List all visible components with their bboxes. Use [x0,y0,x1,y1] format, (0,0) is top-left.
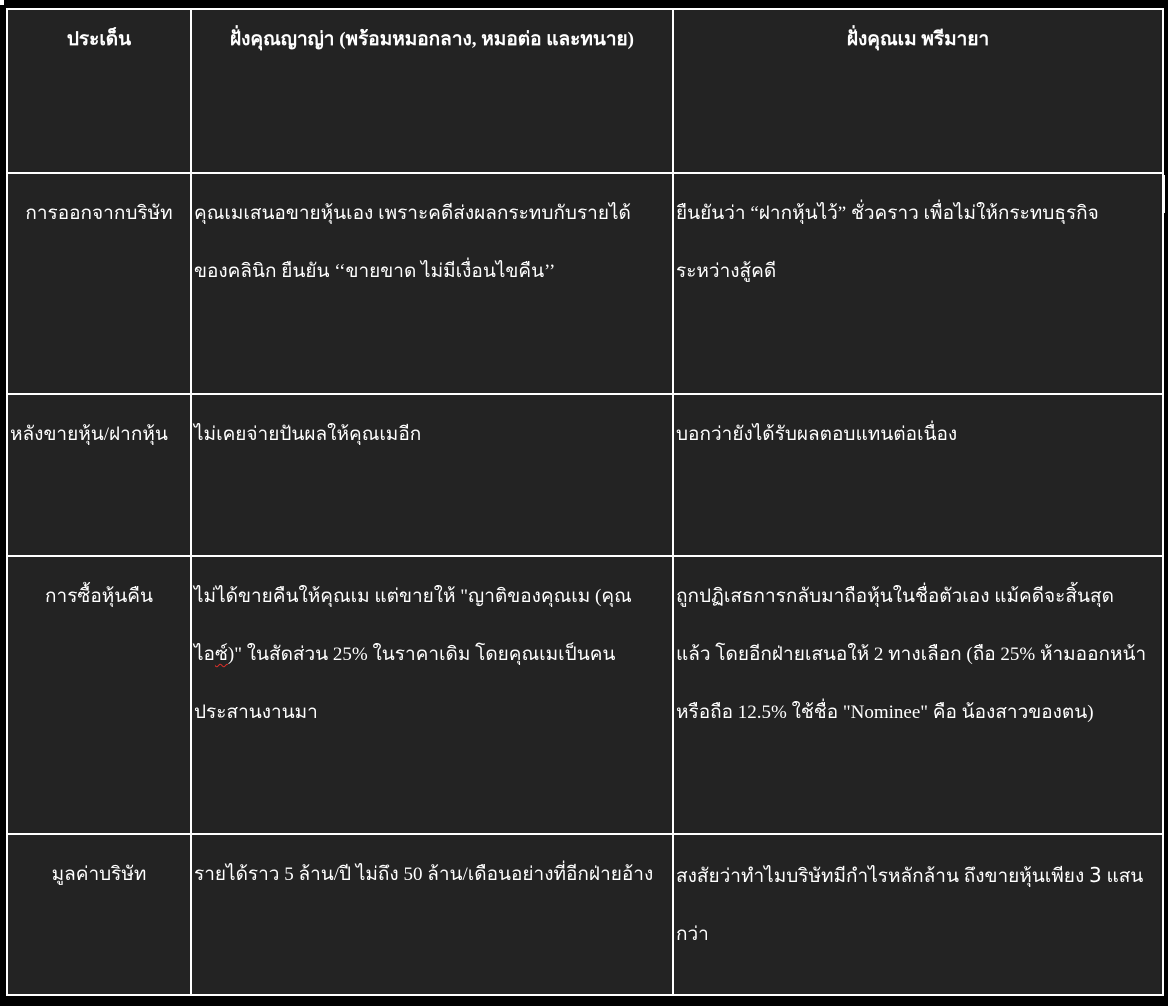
table-row [7,173,1163,394]
cell-line: ไม่ได้ขายคืนให้คุณเม แต่ขายให้ "ญาติของคุณเม (คุณ [194,586,632,607]
topic-cell: การออกจากบริษัท [7,173,191,394]
cell-line: หรือถือ 12.5% ใช้ชื่อ "Nominee" คือ น้องสาวของตน) [676,702,1094,723]
cell-line: รายได้ราว 5 ล้าน/ปี ไม่ถึง 50 ล้าน/เดือนอย่างที่อีกฝ่ายอ้าง [194,864,654,885]
cell-line: ระหว่างสู้คดี [676,261,777,282]
topic-cell: การซื้อหุ้นคืน [7,556,191,834]
side-a-cell [191,556,673,834]
header-row [7,9,1163,173]
table-row [7,834,1163,995]
cell-line [194,626,672,684]
comparison-table [6,8,1164,996]
text-fragment: )" ในสัดส่วน 25% ในราคาเดิม โดยคุณเมเป็นคน [227,644,616,665]
cell-line: ยืนยันว่า “ฝากหุ้นไว้” ชั่วคราว เพื่อไม่ให้กระทบธุรกิจ [676,203,1099,224]
cell-line: แล้ว โดยอีกฝ่ายเสนอให้ 2 ทางเลือก (ถือ 25% ห้ามออกหน้า [676,644,1147,665]
side-b-cell [673,173,1163,394]
topic-cell: มูลค่าบริษัท [7,834,191,995]
table-row [7,556,1163,834]
header-side-a: ฝั่งคุณญาญ่า (พร้อมหมอกลาง, หมอต่อ และทนาย) [191,9,673,173]
side-b-cell [673,394,1163,556]
cell-line: บอกว่ายังได้รับผลตอบแทนต่อเนื่อง [676,424,958,445]
side-b-cell [673,556,1163,834]
number-text: 3 [1088,863,1102,887]
cell-line: ถูกปฏิเสธการกลับมาถือหุ้นในชื่อตัวเอง แม้คดีจะสิ้นสุด [676,586,1114,607]
side-a-cell [191,173,673,394]
spellcheck-marked-word[interactable]: ซ์ [214,644,228,665]
cell-line [676,846,1162,964]
cell-line: ประสานงานมา [194,702,318,723]
text-fragment: ไอ [194,644,215,665]
header-side-b: ฝั่งคุณเม พรีมายา [673,9,1163,173]
text-fragment: สงสัยว่าทำไมบริษัทมีกำไรหลักล้าน ถึงขายหุ้นเพียง [676,866,1089,887]
side-a-cell [191,394,673,556]
side-b-cell [673,834,1163,995]
text-fragment: แสนกว่า [676,866,1144,945]
scrollbar-thumb[interactable] [1163,175,1165,213]
header-topic: ประเด็น [7,9,191,173]
text-cursor-mark [0,0,4,5]
side-a-cell [191,834,673,995]
cell-line: คุณเมเสนอขายหุ้นเอง เพราะคดีส่งผลกระทบกับรายได้ [194,203,631,224]
cell-line: ไม่เคยจ่ายปันผลให้คุณเมอีก [194,424,422,445]
table-row [7,394,1163,556]
cell-line: ของคลินิก ยืนยัน ‘‘ขายขาด ไม่มีเงื่อนไขคืน’’ [194,261,556,282]
topic-cell: หลังขายหุ้น/ฝากหุ้น [7,394,191,556]
